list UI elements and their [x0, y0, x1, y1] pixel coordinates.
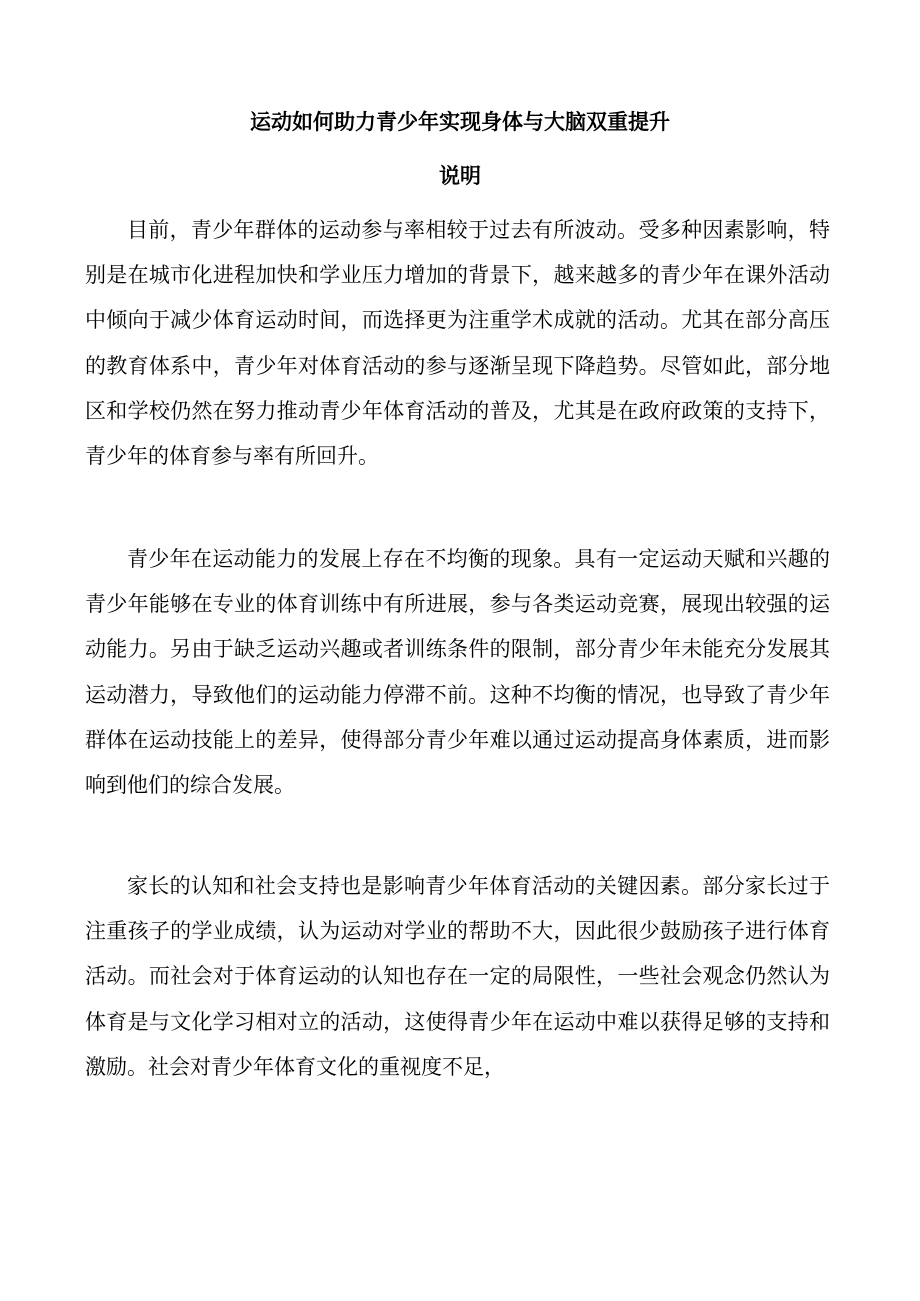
paragraph-1: 目前，青少年群体的运动参与率相较于过去有所波动。受多种因素影响，特别是在城市化进程加快和学业压力增加的背景下，越来越多的青少年在课外活动中倾向于减少体育运动时间，而选择更为注重学术成就的活动。尤其在部分高压的教育体系中，青少年对体育活动的参与逐渐呈现下降趋势。尽管如此，部分地区和学校仍然在努力推动青少年体育活动的普及，尤其是在政府政策的支持下，青少年的体育参与率有所回升。 [85, 218, 830, 469]
paragraph-2: 青少年在运动能力的发展上存在不均衡的现象。具有一定运动天赋和兴趣的青少年能够在专业的体育训练中有所进展，参与各类运动竞赛，展现出较强的运动能力。另由于缺乏运动兴趣或者训练条件的限制，部分青少年未能充分发展其运动潜力，导致他们的运动能力停滞不前。这种不均衡的情况，也导致了青少年群体在运动技能上的差异，使得部分青少年难以通过运动提高身体素质，进而影响到他们的综合发展。 [85, 547, 830, 798]
paragraph-3: 家长的认知和社会支持也是影响青少年体育活动的关键因素。部分家长过于注重孩子的学业成绩，认为运动对学业的帮助不大，因此很少鼓励孩子进行体育活动。而社会对于体育运动的认知也存在一定的局限性，一些社会观念仍然认为体育是与文化学习相对立的活动，这使得青少年在运动中难以获得足够的支持和激励。社会对青少年体育文化的重视度不足， [85, 874, 830, 1079]
document-title: 运动如何助力青少年实现身体与大脑双重提升 [250, 110, 670, 134]
document-subtitle: 说明 [439, 164, 481, 188]
